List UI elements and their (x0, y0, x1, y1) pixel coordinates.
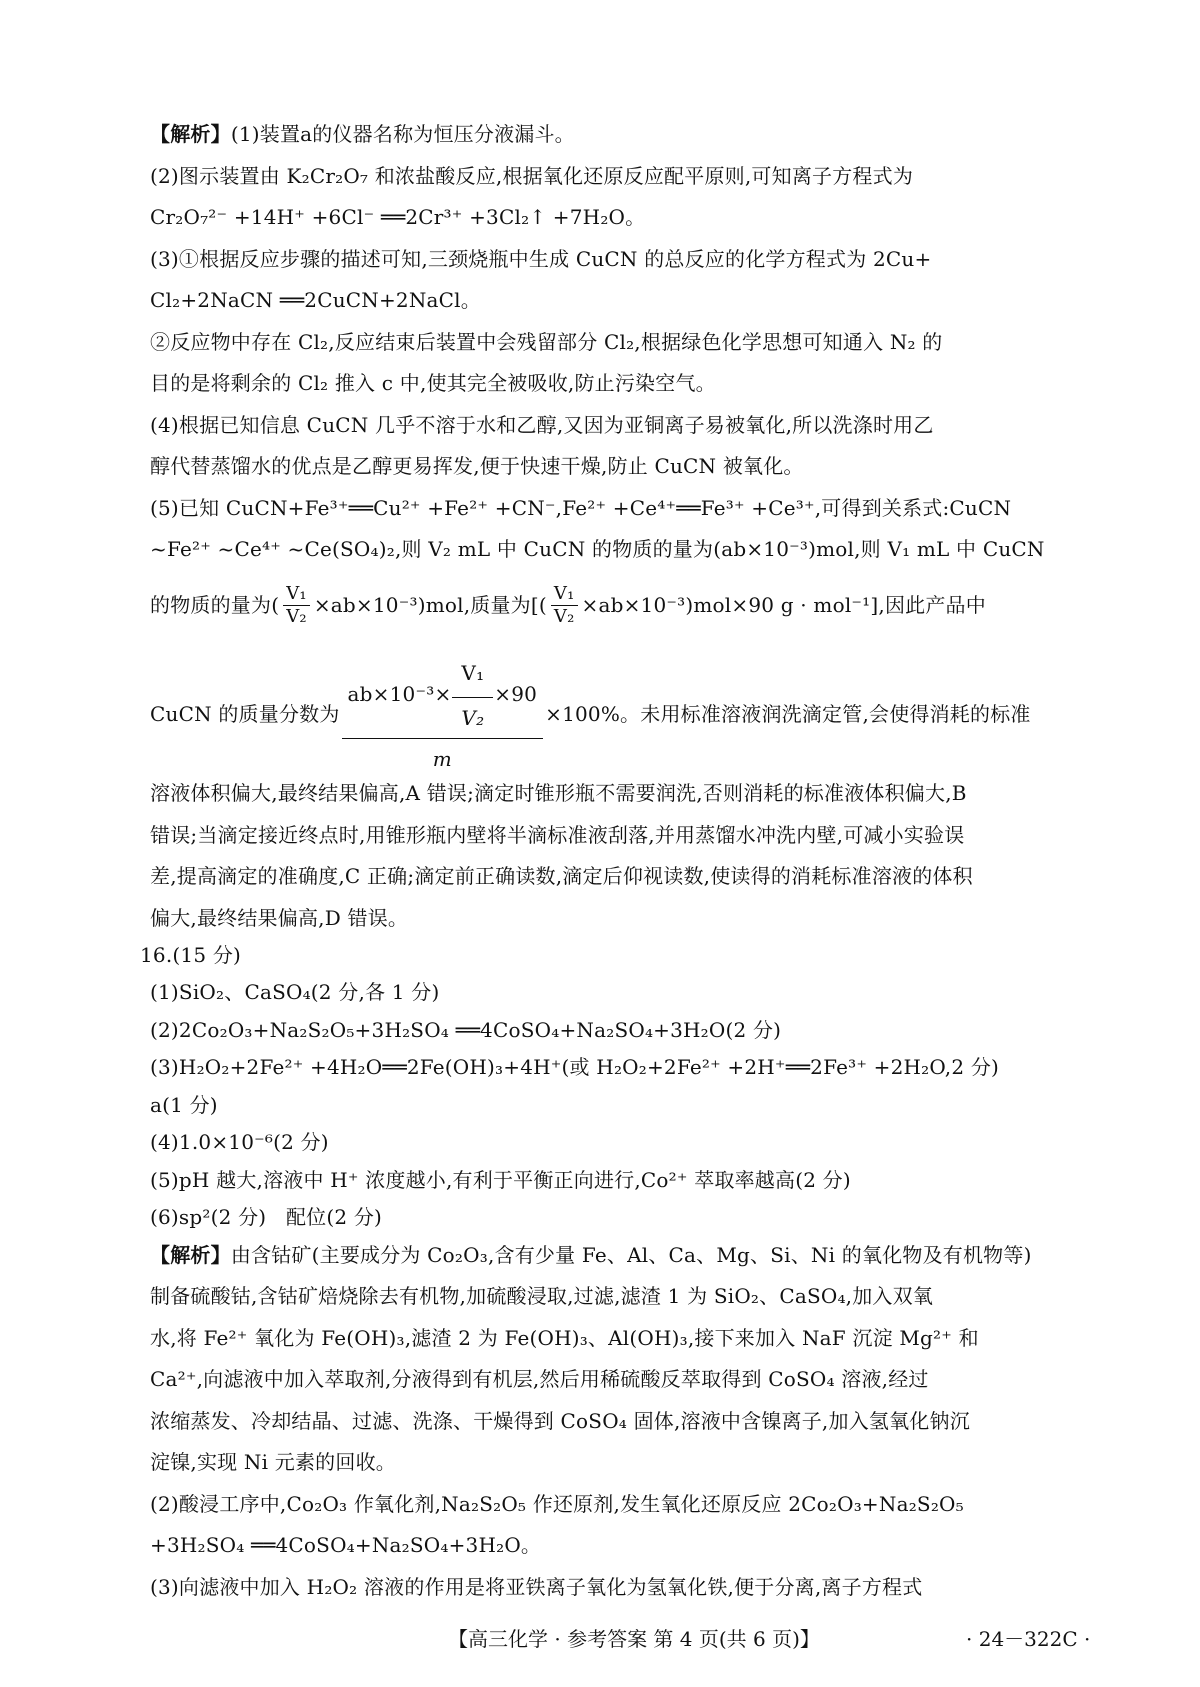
analysis-label: 【解析】 (150, 122, 231, 146)
analysis-line-8: +3H₂SO₄ ══4CoSO₄+Na₂SO₄+3H₂O。 (150, 1533, 542, 1557)
line-6: ②反应物中存在 Cl₂,反应结束后装置中会残留部分 Cl₂,根据绿色化学思想可知通入 N₂ 的 (150, 329, 943, 354)
q16-answer-5: (5)pH 越大,溶液中 H⁺ 浓度越小,有利于平衡正向进行,Co²⁺ 萃取率越高(2 分) (150, 1167, 851, 1192)
analysis-line-1 (150, 1243, 1090, 1267)
line-2: (2)图示装置由 K₂Cr₂O₇ 和浓盐酸反应,根据氧化还原反应配平原则,可知离子方程式为 (150, 163, 914, 188)
analysis-line-3: 水,将 Fe²⁺ 氧化为 Fe(OH)₃,滤渣 2 为 Fe(OH)₃、Al(OH)₃,接下来加入 NaF 沉淀 Mg²⁺ 和 (150, 1325, 979, 1350)
line-4: (3)①根据反应步骤的描述可知,三颈烧瓶中生成 CuCN 的总反应的化学方程式为 2Cu+ (150, 246, 932, 271)
fraction-v1-v2 (283, 583, 310, 628)
fraction-denominator: V₂ (551, 605, 578, 628)
analysis-line-5: 浓缩蒸发、冷却结晶、过滤、洗涤、干燥得到 CoSO₄ 固体,溶液中含镍离子,加入氢氧化钠沉 (150, 1408, 970, 1433)
q16-answer-3b: a(1 分) (150, 1092, 218, 1117)
mass-fraction-text-a: CuCN 的质量分数为 (150, 702, 340, 726)
line-7: 目的是将剩余的 Cl₂ 推入 c 中,使其完全被吸收,防止污染空气。 (150, 371, 716, 395)
mass-fraction-denominator: m (342, 738, 544, 779)
q16-answer-6: (6)sp²(2 分) 配位(2 分) (150, 1205, 383, 1229)
line-8: (4)根据已知信息 CuCN 几乎不溶于水和乙醇,又因为亚铜离子易被氧化,所以洗涤时用乙 (150, 412, 934, 437)
fraction-numerator: V₁ (286, 582, 307, 604)
frac-line-text-c: ×ab×10⁻³)mol×90 g · mol⁻¹],因此产品中 (581, 593, 986, 617)
analysis-first-text: 由含钴矿(主要成分为 Co₂O₃,含有少量 Fe、Al、Ca、Mg、Si、Ni 的氧化物及有机物等) (230, 1242, 1032, 1267)
line-14: 溶液体积偏大,最终结果偏高,A 错误;滴定时锥形瓶不需要润洗,否则消耗的标准液体积偏大,B (150, 781, 967, 805)
q16-answer-1: (1)SiO₂、CaSO₄(2 分,各 1 分) (150, 980, 440, 1004)
content (140, 122, 1090, 1616)
inner-fraction (455, 649, 490, 738)
line-11: ~Fe²⁺ ~Ce⁴⁺ ~Ce(SO₄)₂,则 V₂ mL 中 CuCN 的物质的量为(ab×10⁻³)mol,则 V₁ mL 中 CuCN (150, 537, 1045, 561)
mass-fraction-formula (342, 649, 544, 779)
q16-answer-3: (3)H₂O₂+2Fe²⁺ +4H₂O══2Fe(OH)₃+4H⁺(或 H₂O₂+2Fe²⁺ +2H⁺══2Fe³⁺ +2H₂O,2 分) (150, 1055, 1000, 1079)
fraction-line (150, 571, 1090, 639)
analysis-line-2: 制备硫酸钴,含钴矿焙烧除去有机物,加硫酸浸取,过滤,滤渣 1 为 SiO₂、CaSO₄,加入双氧 (150, 1284, 934, 1308)
frac-line-text-a: 的物质的量为( (150, 593, 280, 617)
analysis-line-4: Ca²⁺,向滤液中加入萃取剂,分液得到有机层,然后用稀硫酸反萃取得到 CoSO₄ 溶液,经过 (150, 1367, 929, 1391)
mass-fraction-line (150, 659, 1090, 769)
line-15: 错误;当滴定接近终点时,用锥形瓶内壁将半滴标准液刮落,并用蒸馏水冲洗内壁,可减小实验误 (150, 822, 965, 847)
line-17: 偏大,最终结果偏高,D 错误。 (150, 905, 409, 930)
line-text: (1)装置a的仪器名称为恒压分液漏斗。 (230, 122, 575, 146)
fraction-denominator: V₂ (283, 605, 310, 628)
q16-header: 16.(15 分) (140, 942, 242, 967)
line-9: 醇代替蒸馏水的优点是乙醇更易挥发,便于快速干燥,防止 CuCN 被氧化。 (150, 454, 804, 478)
line-10: (5)已知 CuCN+Fe³⁺══Cu²⁺ +Fe²⁺ +CN⁻,Fe²⁺ +Ce⁴⁺══Fe³⁺ +Ce³⁺,可得到关系式:CuCN (150, 495, 1012, 520)
inner-denominator: V₂ (452, 697, 493, 738)
analysis-line-6: 淀镍,实现 Ni 元素的回收。 (150, 1450, 396, 1474)
line-5: Cl₂+2NaCN ══2CuCN+2NaCl。 (150, 288, 481, 312)
line-3: Cr₂O₇²⁻ +14H⁺ +6Cl⁻ ══2Cr³⁺ +3Cl₂↑ +7H₂O。 (150, 205, 646, 229)
mass-fraction-numerator (342, 649, 544, 738)
mass-fraction-text-b: ×100%。未用标准溶液润洗滴定管,会使得消耗的标准 (545, 702, 1031, 726)
line-1 (150, 122, 1090, 146)
numerator-part-a: ab×10⁻³× (347, 681, 452, 706)
frac-line-text-b: ×ab×10⁻³)mol,质量为[( (313, 593, 547, 617)
analysis-label-2: 【解析】 (150, 1242, 231, 1267)
fraction-v1-v2-second (551, 583, 578, 628)
page-footer (0, 1623, 1200, 1653)
fraction-numerator: V₁ (553, 582, 575, 604)
analysis-line-7: (2)酸浸工序中,Co₂O₃ 作氧化剂,Na₂S₂O₅ 作还原剂,发生氧化还原反应 2Co₂O₃+Na₂S₂O₅ (150, 1491, 964, 1516)
inner-numerator: V₁ (461, 661, 485, 685)
numerator-part-b: ×90 (494, 681, 538, 706)
footer-page-info: 【高三化学 · 参考答案 第 4 页(共 6 页)】 (448, 1627, 820, 1651)
analysis-line-9: (3)向滤液中加入 H₂O₂ 溶液的作用是将亚铁离子氧化为氢氧化铁,便于分离,离子方程式 (150, 1574, 923, 1599)
q16-answer-2: (2)2Co₂O₃+Na₂S₂O₅+3H₂SO₄ ══4CoSO₄+Na₂SO₄+3H₂O(2 分) (150, 1017, 782, 1042)
line-16: 差,提高滴定的准确度,C 正确;滴定前正确读数,滴定后仰视读数,使读得的消耗标准溶液的体积 (150, 864, 973, 888)
footer-code: · 24－322C · (966, 1627, 1091, 1651)
q16-answer-4: (4)1.0×10⁻⁶(2 分) (150, 1130, 329, 1154)
